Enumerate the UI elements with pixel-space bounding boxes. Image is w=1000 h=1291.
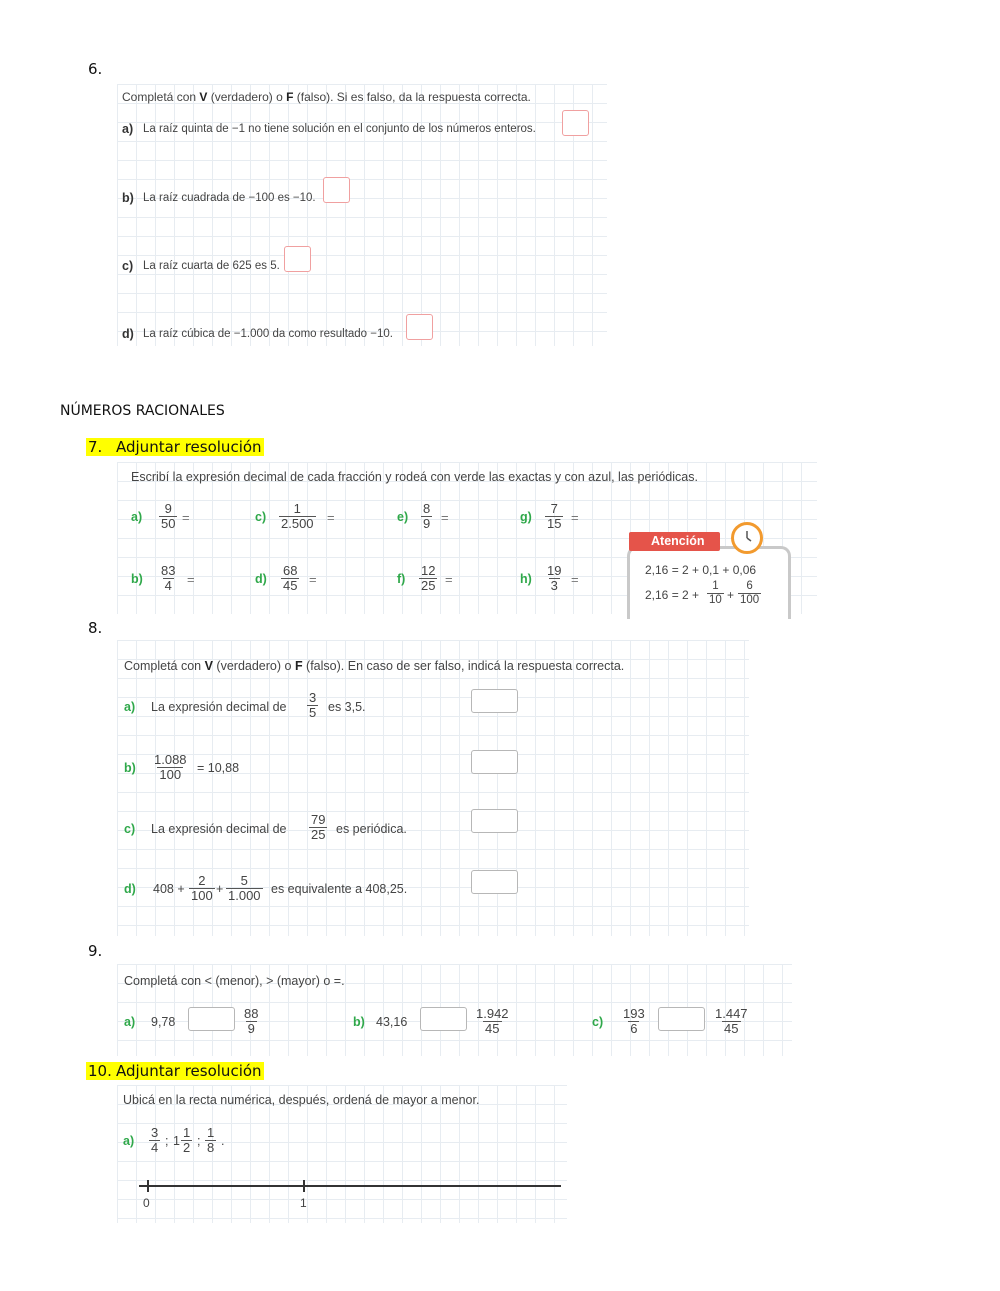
q10-heading: 10. Adjuntar resolución: [88, 1062, 262, 1080]
q9-item-b-fraction: $\frac{1.942}{45}$: [476, 1006, 509, 1036]
q8-item-a-label: a): [124, 700, 136, 714]
q9-item-a-label: a): [124, 1015, 136, 1029]
q6-item-b-text: La raíz cuadrada de −100 es −10.: [143, 192, 316, 204]
q8-item-c-post: es periódica.: [336, 822, 407, 836]
q8-item-d-post: es equivalente a 408,25.: [271, 882, 408, 896]
q7-exercise-panel: [117, 462, 817, 614]
q7-item-h-label: h): [520, 572, 532, 586]
q7-item-a-fraction: $\frac{9}{50}$: [161, 501, 176, 531]
q8-item-d-fraction-1: $\frac{2}{100}$: [191, 873, 213, 903]
q9-item-a-left: 9,78: [151, 1015, 176, 1029]
q10-fraction-2: $\frac{1}{2}$: [183, 1125, 191, 1155]
q6-item-b-answer-box[interactable]: [323, 177, 350, 203]
q8-item-d-fraction-2: $\frac{5}{1.000}$: [228, 873, 261, 903]
question-8-number: 8.: [88, 619, 103, 637]
q8-item-a-fraction: $\frac{3}{5}$: [309, 690, 317, 720]
q7-instruction: Escribí la expresión decimal de cada fracción y rodeá con verde las exactas y con azul, las periódicas.: [131, 470, 698, 484]
q7-item-e-fraction: $\frac{8}{9}$: [423, 501, 431, 531]
q10-whole-number: 1: [173, 1134, 180, 1148]
q9-item-c-left-fraction: $\frac{193}{6}$: [623, 1006, 645, 1036]
q9-item-b-left: 43,16: [376, 1015, 408, 1029]
atencion-plus: +: [727, 588, 735, 602]
q6-item-c-text: La raíz cuarta de 625 es 5.: [143, 260, 280, 272]
q7-item-b-equals: =: [187, 572, 195, 587]
q9-instruction: Completá con < (menor), > (mayor) o =.: [124, 974, 345, 988]
q7-item-b-fraction: $\frac{83}{4}$: [161, 563, 176, 593]
q8-item-c-text: La expresión decimal de: [151, 822, 287, 836]
q7-item-d-equals: =: [309, 572, 317, 587]
atencion-badge: Atención: [629, 532, 720, 551]
q7-item-a-label: a): [131, 510, 143, 524]
atencion-line-1: 2,16 = 2 + 0,1 + 0,06: [645, 563, 757, 577]
q8-item-c-label: c): [124, 822, 136, 836]
q6-item-c-label: c): [122, 259, 134, 273]
alarm-clock-icon: [731, 522, 763, 554]
q10-exercise-panel: [117, 1085, 567, 1223]
q7-item-c-fraction: $\frac{1}{2.500}$: [281, 501, 314, 531]
q7-item-g-fraction: $\frac{7}{15}$: [547, 501, 562, 531]
q10-separator-2: ;: [197, 1134, 201, 1148]
q7-item-h-equals: =: [571, 572, 579, 587]
q7-item-a-equals: =: [182, 510, 190, 525]
atencion-fraction-2: $\frac{6}{100}$: [740, 580, 760, 606]
q9-item-a-fraction: $\frac{88}{9}$: [244, 1006, 259, 1036]
q10-period: .: [221, 1134, 225, 1148]
q9-item-c-fraction: $\frac{1.447}{45}$: [715, 1006, 748, 1036]
q8-item-c-answer-box[interactable]: [471, 809, 518, 833]
q8-item-b-answer-box[interactable]: [471, 750, 518, 774]
atencion-fraction-1: $\frac{1}{10}$: [709, 580, 722, 606]
q8-item-b-post: = 10,88: [197, 761, 240, 775]
q7-item-h-fraction: $\frac{19}{3}$: [547, 563, 562, 593]
q6-item-a-label: a): [122, 122, 134, 136]
number-line-tick-0: [147, 1180, 149, 1192]
number-line-label-0: 0: [143, 1196, 150, 1210]
q8-instruction: Completá con V (verdadero) o F (falso). En caso de ser falso, indicá la respuesta correcta.: [124, 659, 625, 673]
q9-item-a-answer-box[interactable]: [188, 1007, 235, 1031]
q6-item-d-answer-box[interactable]: [406, 314, 433, 340]
q9-item-b-label: b): [353, 1015, 365, 1029]
q6-item-c-answer-box[interactable]: [284, 246, 311, 272]
q9-exercise-panel: [117, 964, 792, 1056]
q6-item-d-label: d): [122, 327, 134, 341]
q9-item-c-label: c): [592, 1015, 604, 1029]
number-line-label-1: 1: [300, 1196, 307, 1210]
q6-instruction: Completá con V (verdadero) o F (falso). Si es falso, da la respuesta correcta.: [122, 90, 531, 104]
q7-item-g-label: g): [520, 510, 532, 524]
q6-exercise-panel: [117, 84, 607, 346]
q10-fraction-3: $\frac{1}{8}$: [207, 1125, 215, 1155]
q7-item-f-equals: =: [445, 572, 453, 587]
q7-item-g-equals: =: [571, 510, 579, 525]
q7-item-d-fraction: $\frac{68}{45}$: [283, 563, 298, 593]
q10-fraction-1: $\frac{3}{4}$: [151, 1125, 159, 1155]
number-line-tick-1: [303, 1180, 305, 1192]
q9-item-c-answer-box[interactable]: [658, 1007, 705, 1031]
q10-separator-1: ;: [165, 1134, 169, 1148]
section-title: NÚMEROS RACIONALES: [60, 403, 225, 419]
q7-item-f-label: f): [397, 572, 406, 586]
q9-item-b-answer-box[interactable]: [420, 1007, 467, 1031]
q10-instruction: Ubicá en la recta numérica, después, ordená de mayor a menor.: [123, 1093, 480, 1107]
q8-exercise-panel: [117, 640, 749, 936]
q10-item-a-label: a): [123, 1134, 135, 1148]
q8-item-b-label: b): [124, 761, 136, 775]
number-line: [139, 1185, 561, 1187]
q8-item-d-answer-box[interactable]: [471, 870, 518, 894]
q7-item-c-equals: =: [327, 510, 335, 525]
q6-item-b-label: b): [122, 191, 134, 205]
question-6-number: 6.: [88, 60, 103, 78]
q8-item-c-fraction: $\frac{79}{25}$: [311, 812, 326, 842]
q8-item-b-fraction: $\frac{1.088}{100}$: [154, 752, 187, 782]
q8-item-d-plus: +: [216, 882, 224, 896]
q8-item-a-post: es 3,5.: [328, 700, 366, 714]
q6-item-a-text: La raíz quinta de −1 no tiene solución en el conjunto de los números enteros.: [143, 123, 536, 135]
q7-item-b-label: b): [131, 572, 143, 586]
q8-item-d-label: d): [124, 882, 136, 896]
q7-item-f-fraction: $\frac{12}{25}$: [421, 563, 436, 593]
atencion-line-2: 2,16 = 2 +: [645, 588, 700, 602]
q7-heading: 7. Adjuntar resolución: [88, 438, 262, 456]
q7-item-e-label: e): [397, 510, 409, 524]
q7-item-d-label: d): [255, 572, 267, 586]
q8-item-a-answer-box[interactable]: [471, 689, 518, 713]
q8-item-a-text: La expresión decimal de: [151, 700, 287, 714]
question-9-number: 9.: [88, 942, 103, 960]
q6-item-d-text: La raíz cúbica de −1.000 da como resultado −10.: [143, 328, 393, 340]
q7-item-c-label: c): [255, 510, 267, 524]
q7-item-e-equals: =: [441, 510, 449, 525]
q8-item-d-pre: 408 +: [153, 882, 185, 896]
q6-item-a-answer-box[interactable]: [562, 110, 589, 136]
